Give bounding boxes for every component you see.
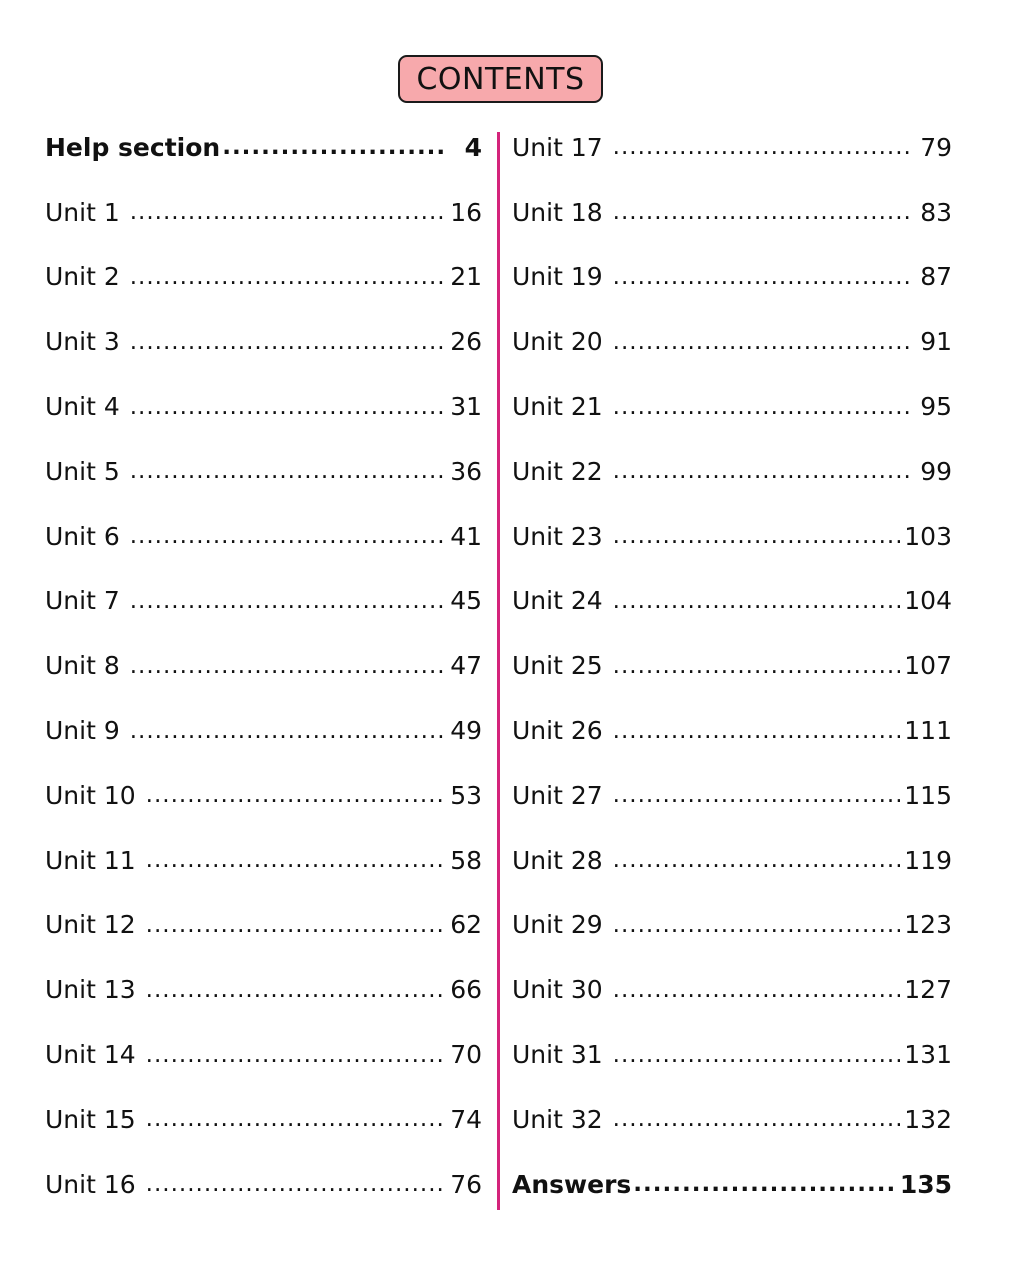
toc-entry-page: 74 — [450, 1104, 482, 1134]
toc-entry — [45, 828, 482, 893]
toc-entry-page: 76 — [450, 1169, 482, 1199]
toc-entry — [45, 1152, 482, 1217]
toc-entry — [45, 374, 482, 439]
toc-entry — [512, 893, 952, 958]
dot-leader — [130, 264, 444, 290]
toc-entry — [512, 569, 952, 634]
toc-entry-label: Unit 2 — [45, 262, 120, 292]
dot-leader — [146, 1042, 444, 1068]
toc-entry-label: Answers — [512, 1169, 632, 1199]
toc-entry-label: Unit 24 — [512, 586, 603, 616]
toc-entry — [45, 633, 482, 698]
toc-right-column — [512, 115, 952, 1217]
toc-entry — [45, 893, 482, 958]
toc-left-column — [45, 115, 482, 1217]
toc-entry — [512, 957, 952, 1022]
toc-entry-page: 79 — [920, 132, 952, 162]
toc-entry-page: 95 — [920, 392, 952, 422]
toc-entry-page: 83 — [920, 197, 952, 227]
toc-entry-label: Unit 18 — [512, 197, 603, 227]
toc-entry — [45, 504, 482, 569]
toc-entry-label: Unit 29 — [512, 910, 603, 940]
toc-entry — [512, 504, 952, 569]
toc-entry-label: Unit 31 — [512, 1040, 603, 1070]
dot-leader — [130, 394, 444, 420]
toc-entry — [45, 957, 482, 1022]
dot-leader — [613, 329, 914, 355]
toc-entry-label: Unit 13 — [45, 975, 136, 1005]
toc-entry-page: 104 — [904, 586, 952, 616]
dot-leader — [130, 458, 444, 484]
toc-entry-label: Unit 20 — [512, 327, 603, 357]
toc-entry-page: 107 — [904, 651, 952, 681]
toc-entry — [512, 698, 952, 763]
toc-entry — [512, 828, 952, 893]
toc-entry-label: Unit 5 — [45, 456, 120, 486]
toc-entry-label: Unit 23 — [512, 521, 603, 551]
toc-entry-label: Unit 19 — [512, 262, 603, 292]
toc-entry-label: Unit 21 — [512, 392, 603, 422]
toc-entry-label: Unit 11 — [45, 845, 136, 875]
contents-title: CONTENTS — [398, 55, 603, 103]
toc-entry-page: 26 — [450, 327, 482, 357]
toc-entry — [45, 698, 482, 763]
toc-entry — [45, 309, 482, 374]
toc-entry-page: 111 — [904, 716, 952, 746]
toc-entry-page: 31 — [450, 392, 482, 422]
toc-entry — [512, 180, 952, 245]
toc-entry-label: Unit 6 — [45, 521, 120, 551]
dot-leader — [613, 912, 901, 938]
toc-entry-label: Unit 26 — [512, 716, 603, 746]
toc-entry-label: Unit 22 — [512, 456, 603, 486]
dot-leader — [613, 1042, 901, 1068]
toc-entry-page: 123 — [904, 910, 952, 940]
toc-entry-label: Unit 28 — [512, 845, 603, 875]
dot-leader — [146, 782, 444, 808]
toc-entry-label: Unit 9 — [45, 716, 120, 746]
toc-entry — [45, 115, 482, 180]
toc-entry-page: 103 — [904, 521, 952, 551]
dot-leader — [613, 458, 914, 484]
dot-leader — [613, 199, 914, 225]
toc-entry-label: Unit 16 — [45, 1169, 136, 1199]
column-divider — [497, 132, 500, 1210]
dot-leader — [146, 977, 444, 1003]
toc-entry — [45, 245, 482, 310]
toc-entry — [512, 374, 952, 439]
dot-leader — [130, 199, 444, 225]
toc-entry-label: Unit 27 — [512, 780, 603, 810]
toc-entry — [512, 1087, 952, 1152]
dot-leader — [613, 264, 914, 290]
toc-entry-label: Unit 4 — [45, 392, 120, 422]
dot-leader — [130, 329, 444, 355]
toc-entry-label: Unit 17 — [512, 132, 603, 162]
dot-leader — [633, 1171, 896, 1197]
toc-entry-label: Unit 32 — [512, 1104, 603, 1134]
toc-entry-page: 4 — [464, 132, 482, 162]
toc-entry — [45, 180, 482, 245]
toc-entry-page: 36 — [450, 456, 482, 486]
toc-entry-page: 87 — [920, 262, 952, 292]
dot-leader — [613, 523, 901, 549]
toc-entry-page: 47 — [450, 651, 482, 681]
toc-entry-page: 131 — [904, 1040, 952, 1070]
dot-leader — [130, 523, 444, 549]
dot-leader — [146, 847, 444, 873]
toc-entry-page: 91 — [920, 327, 952, 357]
toc-entry-page: 16 — [450, 197, 482, 227]
dot-leader — [130, 588, 444, 614]
toc-entry-page: 62 — [450, 910, 482, 940]
toc-entry-page: 21 — [450, 262, 482, 292]
toc-entry — [512, 633, 952, 698]
toc-entry — [512, 1022, 952, 1087]
toc-entry-page: 127 — [904, 975, 952, 1005]
toc-entry-page: 49 — [450, 716, 482, 746]
toc-entry-page: 135 — [899, 1169, 952, 1199]
toc-entry-label: Unit 15 — [45, 1104, 136, 1134]
toc-entry-page: 66 — [450, 975, 482, 1005]
dot-leader — [613, 718, 901, 744]
toc-entry-page: 132 — [904, 1104, 952, 1134]
toc-entry — [45, 1022, 482, 1087]
toc-entry-page: 119 — [904, 845, 952, 875]
toc-entry — [512, 309, 952, 374]
toc-entry — [512, 1152, 952, 1217]
toc-entry-label: Help section — [45, 132, 221, 162]
dot-leader — [613, 1106, 901, 1132]
dot-leader — [613, 134, 914, 160]
dot-leader — [613, 977, 901, 1003]
toc-entry-label: Unit 12 — [45, 910, 136, 940]
dot-leader — [222, 134, 444, 160]
toc-entry-label: Unit 3 — [45, 327, 120, 357]
toc-entry — [512, 439, 952, 504]
toc-entry-label: Unit 14 — [45, 1040, 136, 1070]
dot-leader — [130, 718, 444, 744]
toc-entry-page: 41 — [450, 521, 482, 551]
toc-entry — [45, 569, 482, 634]
dot-leader — [613, 653, 901, 679]
dot-leader — [146, 1106, 444, 1132]
toc-entry-label: Unit 30 — [512, 975, 603, 1005]
dot-leader — [130, 653, 444, 679]
dot-leader — [146, 912, 444, 938]
toc-entry-label: Unit 25 — [512, 651, 603, 681]
toc-entry-label: Unit 10 — [45, 780, 136, 810]
toc-entry-page: 99 — [920, 456, 952, 486]
toc-entry-label: Unit 7 — [45, 586, 120, 616]
toc-entry-label: Unit 8 — [45, 651, 120, 681]
toc-entry-page: 45 — [450, 586, 482, 616]
toc-entry — [512, 115, 952, 180]
dot-leader — [613, 782, 901, 808]
toc-entry-page: 115 — [904, 780, 952, 810]
toc-entry — [45, 1087, 482, 1152]
dot-leader — [613, 394, 914, 420]
toc-entry — [512, 763, 952, 828]
toc-entry-page: 53 — [450, 780, 482, 810]
toc-entry — [45, 763, 482, 828]
toc-entry-page: 58 — [450, 845, 482, 875]
toc-entry — [45, 439, 482, 504]
dot-leader — [613, 847, 901, 873]
dot-leader — [613, 588, 901, 614]
toc-entry-label: Unit 1 — [45, 197, 120, 227]
toc-entry — [512, 245, 952, 310]
toc-entry-page: 70 — [450, 1040, 482, 1070]
dot-leader — [146, 1171, 444, 1197]
